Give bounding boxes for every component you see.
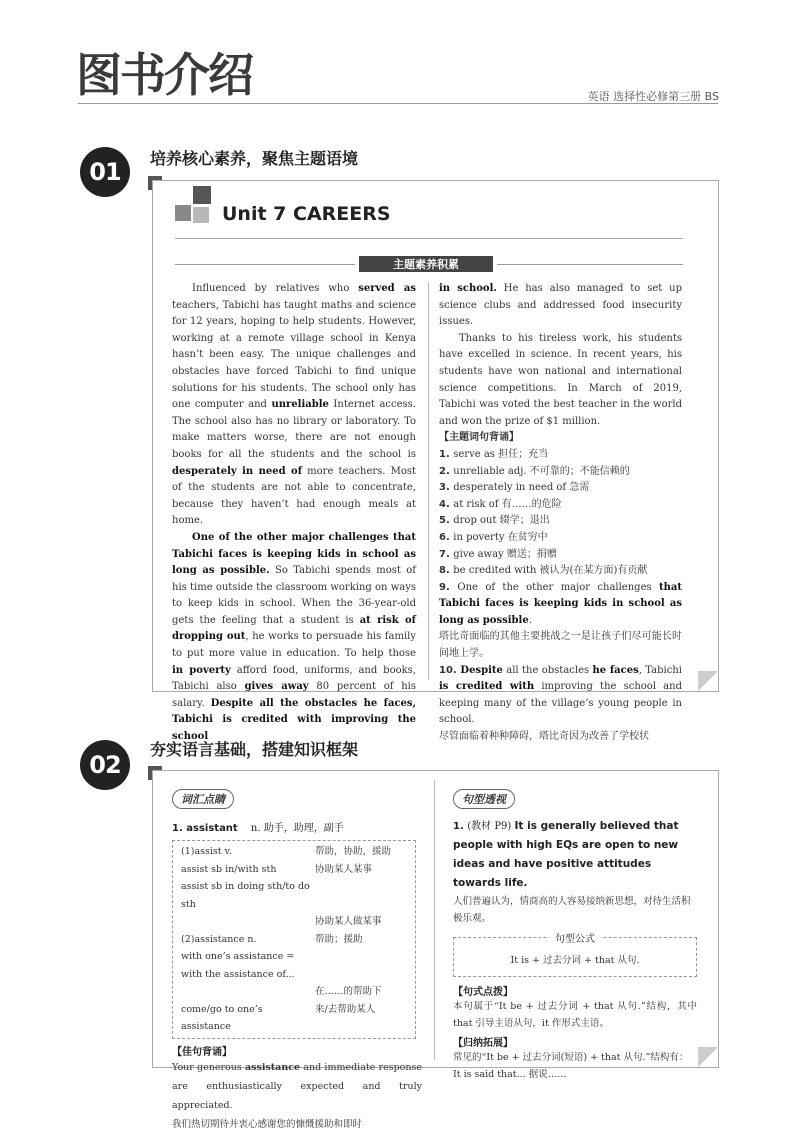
passage-right-column bbox=[439, 281, 682, 746]
vocab-table bbox=[172, 840, 416, 1039]
vocab-table-row bbox=[181, 843, 407, 861]
passage-run: afford food, uniforms, and books, Tabichi also bbox=[172, 664, 416, 693]
vocab-table-meaning bbox=[315, 878, 407, 913]
extension-heading: 【归纳拓展】 bbox=[453, 1037, 513, 1049]
vocab-item-text: drop out 辍学；退出 bbox=[453, 515, 550, 527]
vocab-item-text: give away 赠送；捐赠 bbox=[453, 548, 557, 560]
key-sentence-run: . bbox=[528, 614, 532, 626]
key-sentence-run: improving the school and keeping many of the village’s young people in school. bbox=[439, 681, 682, 726]
passage-run: desperately in need of bbox=[172, 465, 303, 477]
vocab-table-row bbox=[181, 931, 407, 949]
passage-run: One of the other major challenges that Tabichi faces is keeping kids in school as long as possible. bbox=[172, 531, 416, 577]
vocab-item-number: 4. bbox=[439, 498, 454, 510]
passage-run: Influenced by relatives who bbox=[192, 283, 359, 294]
key-sentence-run: he faces bbox=[592, 664, 639, 676]
key-sentence-run: is credited with bbox=[439, 681, 535, 693]
card-corner bbox=[148, 176, 162, 190]
vocab-tag: 词汇点睛 bbox=[172, 789, 234, 809]
passage-run: in school. bbox=[439, 283, 497, 294]
passage-run: , he works to persuade his family to put more value in education. To help those bbox=[172, 631, 416, 660]
vocab-panel bbox=[172, 788, 422, 1134]
sentence-panel bbox=[453, 788, 697, 1083]
recite-sentence: Your generous assistance and immediate response are enthusiastically expected and truly appreciated. bbox=[172, 1061, 422, 1111]
sentence-item: 1. (教材 P9) It is generally believed that people with high EQs are open to new ideas and have positive attitudes towards life. bbox=[453, 820, 679, 889]
vocab-heading: 【主题词句背诵】 bbox=[439, 432, 519, 444]
item-number: 1 bbox=[453, 821, 460, 832]
passage-run: Despite all the obstacles he faces, Tabichi is credited with improving the school bbox=[172, 697, 417, 743]
vocab-item bbox=[439, 547, 682, 564]
vocab-table-meaning: 协助某人某事 bbox=[315, 863, 373, 875]
vocab-item-text: be credited with 被认为(在某方面)有贡献 bbox=[453, 565, 648, 577]
header-rule bbox=[78, 103, 718, 104]
vocab-item-text: in poverty 在贫穷中 bbox=[453, 531, 548, 543]
passage-run: Thanks to his tireless work, his students have excelled in science. In recent years, his students have won national and international science competitions. In March of 2019, Tabichi was voted the best teacher in the world and won the prize of $1 million. bbox=[439, 332, 682, 427]
key-sentence-run: 9. bbox=[439, 581, 458, 593]
vocab-table-meaning: 帮助；援助 bbox=[315, 933, 363, 945]
vocab-table-meaning: 帮助，协助，援助 bbox=[315, 846, 392, 857]
vocab-item-number: 6. bbox=[439, 531, 454, 543]
vocab-item-number: 5. bbox=[439, 515, 454, 527]
vocab-entry: 1. assistant n. 助手，助理，副手 bbox=[172, 823, 344, 834]
book-intro-logo: 图书介绍 bbox=[76, 48, 252, 102]
key-sentence-run: that Tabichi faces is keeping kids in school as long as possible bbox=[439, 581, 682, 626]
vocab-item bbox=[439, 447, 682, 464]
vocab-item bbox=[439, 464, 682, 481]
card-fold-shadow bbox=[698, 1047, 718, 1067]
vocab-table-meaning: 在……的帮助下 bbox=[315, 986, 382, 997]
vocab-item-text: at risk of 有……的危险 bbox=[453, 498, 562, 510]
card-corner bbox=[148, 766, 162, 780]
key-sentence-run: One of the other major challenges bbox=[457, 581, 659, 593]
recite-heading: 【佳句背诵】 bbox=[172, 1046, 232, 1058]
vocab-item-number: 3. bbox=[439, 482, 454, 494]
banner-line-right bbox=[497, 264, 683, 265]
vocab-table-meaning: 协助某人做某事 bbox=[315, 916, 382, 927]
key-sentence-run: all the obstacles bbox=[502, 664, 593, 676]
passage-run: in poverty bbox=[172, 664, 231, 676]
item-translation: 人们普遍认为，情商高的人容易接纳新思想，对待生活积极乐观。 bbox=[453, 896, 691, 924]
vocab-item-number: 2. bbox=[439, 465, 454, 477]
passage-run: So Tabichi spends most of his time outside the classroom working on ways to keep kids in school. When the 36-year-old gets the feeling that a student is bbox=[172, 565, 416, 626]
column-divider bbox=[434, 780, 435, 1060]
entry-definition: n. 助手，助理，副手 bbox=[250, 823, 344, 834]
passage-paragraph bbox=[439, 331, 682, 431]
vocab-table-phrase: with one’s assistance = with the assistance of... bbox=[181, 951, 295, 980]
banner-line-left bbox=[175, 264, 355, 265]
key-sentence-translation: 尽管面临着种种障碍，塔比奇因为改善了学校状 bbox=[439, 731, 649, 743]
key-sentence-translation: 塔比奇面临的其他主要挑战之一是让孩子们尽可能长时间地上学。 bbox=[439, 631, 682, 660]
section-title-01: 培养核心素养，聚焦主题语境 bbox=[150, 149, 359, 168]
vocab-table-row bbox=[181, 948, 407, 983]
vocab-item-number: 1. bbox=[439, 448, 454, 460]
vocab-item bbox=[439, 530, 682, 547]
passage-paragraph bbox=[172, 530, 416, 746]
card-fold-shadow bbox=[698, 671, 718, 691]
key-sentence bbox=[439, 580, 682, 630]
vocab-item-text: unreliable adj. 不可靠的；不能信赖的 bbox=[453, 465, 630, 477]
formula-label: 句型公式 bbox=[549, 930, 601, 945]
vocab-table-phrase: (2)assistance n. bbox=[181, 933, 257, 945]
vocab-table-phrase: assist sb in doing sth/to do sth bbox=[181, 881, 310, 910]
unit-title: Unit 7 CAREERS bbox=[222, 203, 391, 225]
formula-box bbox=[453, 934, 697, 977]
entry-word: assistant bbox=[186, 823, 238, 834]
vocab-table-phrase: (1)assist v. bbox=[181, 846, 232, 857]
passage-run: 80 percent of his salary. bbox=[172, 681, 416, 709]
vocab-table-meaning bbox=[315, 948, 407, 983]
vocab-table-row bbox=[181, 1001, 407, 1036]
vocab-table-row bbox=[181, 861, 407, 879]
extension-example: It is said that... 据说…… bbox=[453, 1068, 567, 1080]
vocab-item-text: desperately in need of 急需 bbox=[453, 482, 590, 494]
section-badge-01: 01 bbox=[80, 147, 130, 197]
passage-run: He has also managed to set up science clubs and addressed food insecurity issues. bbox=[439, 283, 682, 328]
formula-text: It is + 过去分词 + that 从句. bbox=[510, 955, 640, 966]
section-title-02: 夯实语言基础，搭建知识框架 bbox=[150, 740, 359, 759]
key-sentence bbox=[439, 663, 682, 729]
key-sentence-run: , Tabichi bbox=[638, 664, 682, 676]
item-source: (教材 P9) bbox=[467, 821, 512, 832]
passage-run: gives away bbox=[244, 681, 309, 693]
vocab-item-number: 8. bbox=[439, 565, 454, 577]
passage-run: unreliable bbox=[271, 399, 329, 411]
deco-square bbox=[193, 186, 211, 204]
vocab-table-row bbox=[181, 913, 407, 931]
vocab-table-row bbox=[181, 983, 407, 1001]
deco-square bbox=[193, 207, 209, 223]
entry-number: 1 bbox=[172, 823, 179, 834]
vocab-item-number: 7. bbox=[439, 548, 454, 560]
book-subtitle: 英语 选择性必修第三册 BS bbox=[587, 90, 719, 103]
passage-run: at risk of dropping out bbox=[172, 614, 416, 643]
extension-text: 常见的“It be + 过去分词(短语) + that 从句.”结构有： bbox=[453, 1051, 689, 1063]
unit-rule bbox=[175, 238, 683, 239]
passage-paragraph bbox=[172, 281, 416, 530]
passage-run: more teachers. Most of the students are not able to concentrate, because they haven’t had enough meals at home. bbox=[172, 465, 416, 527]
deco-square bbox=[175, 205, 191, 221]
passage-left-column bbox=[172, 281, 416, 746]
passage-run: served as bbox=[358, 283, 416, 294]
banner-theme: 主题素养积累 bbox=[359, 256, 493, 272]
vocab-item bbox=[439, 563, 682, 580]
item-sentence: It is generally believed that people with high EQs are open to new ideas and have positive attitudes towards life. bbox=[453, 820, 679, 889]
key-sentence-run: Despite bbox=[460, 664, 503, 676]
sentence-tag: 句型透视 bbox=[453, 789, 515, 809]
tips-heading: 【句式点拨】 bbox=[453, 986, 513, 998]
vocab-item bbox=[439, 480, 682, 497]
passage-run: teachers, Tabichi has taught maths and science for 12 years, hoping to help students. However, working at a remote village school in Kenya hasn’t been easy. The unique challenges and obstacles have forced Tabichi to find unique solutions for his students. The school only has one computer and bbox=[172, 299, 416, 411]
recite-translation: 我们热切期待并衷心感谢您的慷慨援助和即时 bbox=[172, 1118, 363, 1130]
tips-text: 本句属于“It be + 过去分词 + that 从句.”结构，其中 that 引导主语从句，it 作形式主语。 bbox=[453, 1000, 697, 1029]
passage-paragraph bbox=[439, 281, 682, 331]
vocab-table-meaning: 来/去帮助某人 bbox=[315, 1003, 376, 1015]
column-divider bbox=[428, 282, 429, 680]
section-badge-02: 02 bbox=[80, 740, 130, 790]
vocab-table-phrase: come/go to one’s assistance bbox=[181, 1003, 263, 1032]
vocab-table-phrase: assist sb in/with sth bbox=[181, 863, 277, 875]
key-sentence-run: 10. bbox=[439, 664, 461, 676]
vocab-item bbox=[439, 497, 682, 514]
vocab-table-row bbox=[181, 878, 407, 913]
passage-run: Internet access. The school also has no library or laboratory. To make matters worse, there are not enough books for all the students and the school is bbox=[172, 399, 416, 460]
vocab-item bbox=[439, 513, 682, 530]
vocab-item-text: serve as 担任；充当 bbox=[453, 448, 549, 460]
